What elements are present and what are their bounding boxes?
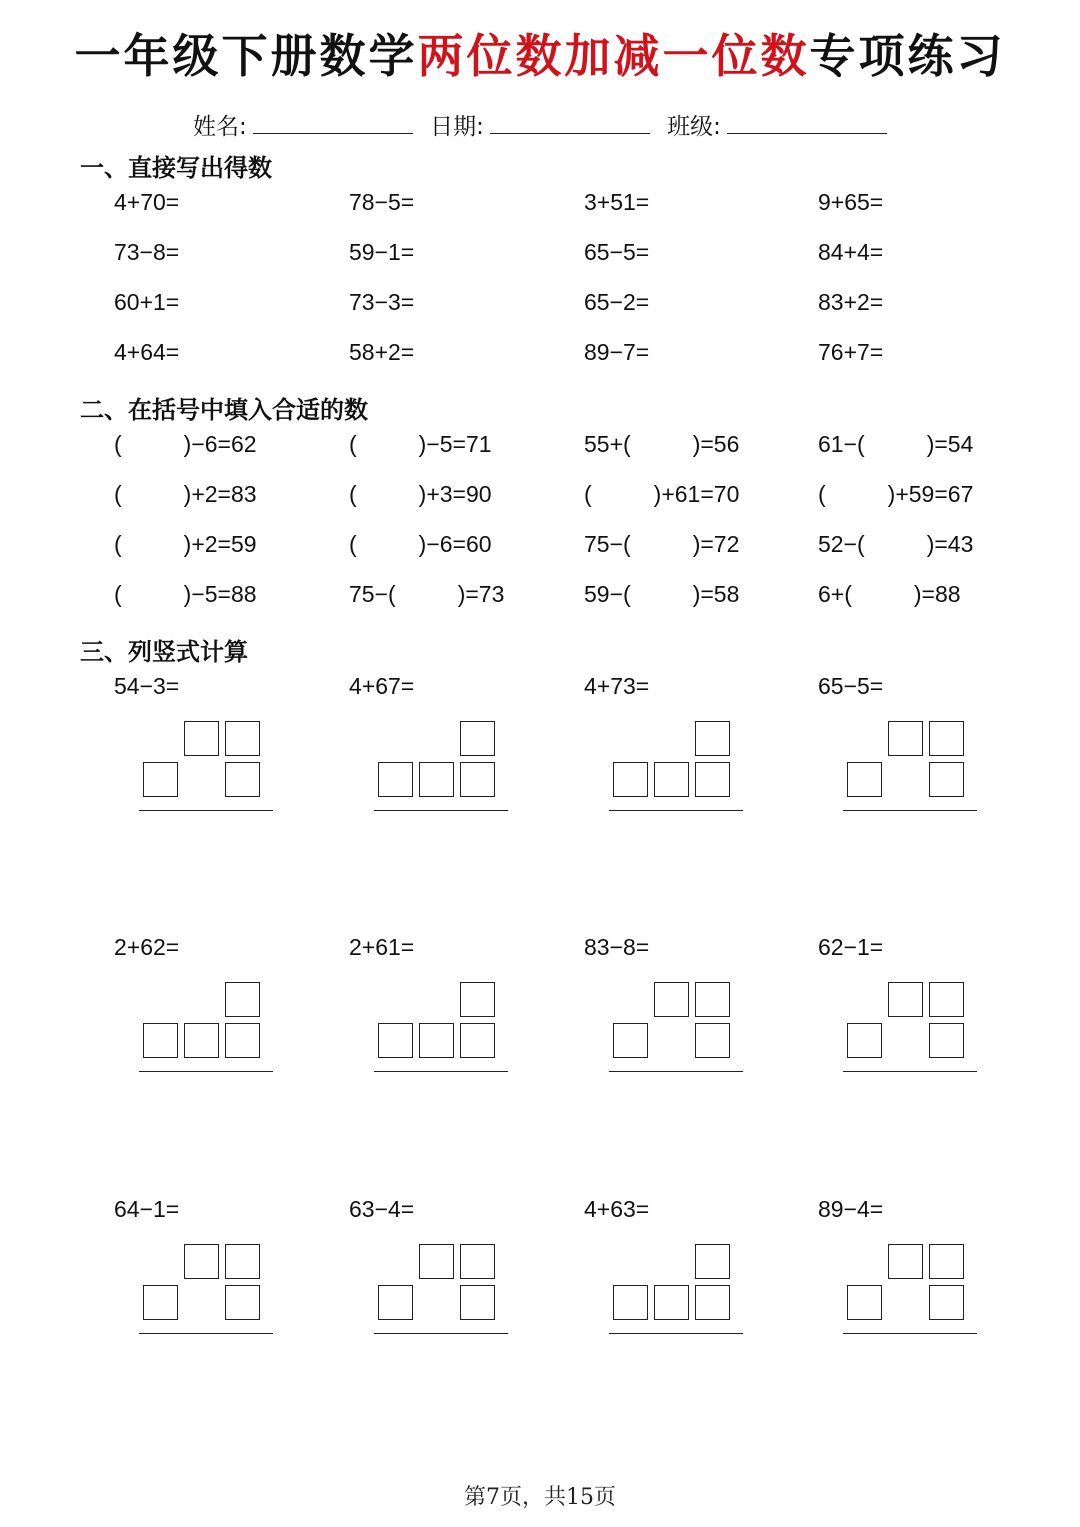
bracket-open: ( bbox=[349, 481, 357, 507]
bracket-answer-space[interactable] bbox=[396, 581, 458, 607]
bracket-close: )+3=90 bbox=[418, 481, 492, 507]
bracket-close: )=72 bbox=[692, 531, 740, 557]
sum-line bbox=[843, 1333, 977, 1334]
sum-line bbox=[374, 1071, 508, 1072]
digit-box[interactable] bbox=[378, 1285, 413, 1320]
digit-box[interactable] bbox=[225, 1244, 260, 1279]
digit-box[interactable] bbox=[847, 1285, 882, 1320]
digit-box[interactable] bbox=[460, 1285, 495, 1320]
bracket-answer-space[interactable] bbox=[122, 431, 184, 457]
equation: 2+61= bbox=[349, 934, 415, 960]
digit-box[interactable] bbox=[847, 762, 882, 797]
digit-box[interactable] bbox=[929, 762, 964, 797]
equation: 89−7= bbox=[584, 339, 650, 365]
sum-line bbox=[139, 1333, 273, 1334]
bracket-open: ( bbox=[114, 531, 122, 557]
bracket-answer-space[interactable] bbox=[357, 431, 419, 457]
sum-line bbox=[609, 810, 743, 811]
equation: 59−1= bbox=[349, 239, 415, 265]
digit-box[interactable] bbox=[695, 982, 730, 1017]
equation: 58+2= bbox=[349, 339, 415, 365]
bracket-open: ( bbox=[584, 481, 592, 507]
bracket-open: ( bbox=[114, 481, 122, 507]
digit-box[interactable] bbox=[419, 1244, 454, 1279]
bracket-close: )=73 bbox=[457, 581, 505, 607]
bracket-close: )−6=60 bbox=[418, 531, 492, 557]
bracket-answer-space[interactable] bbox=[122, 481, 184, 507]
digit-box[interactable] bbox=[613, 762, 648, 797]
equation: 9+65= bbox=[818, 189, 884, 215]
equation: 73−3= bbox=[349, 289, 415, 315]
bracket-open: 61−( bbox=[818, 431, 865, 457]
digit-box[interactable] bbox=[378, 1023, 413, 1058]
equation: 65−5= bbox=[818, 673, 884, 699]
digit-box[interactable] bbox=[225, 1023, 260, 1058]
digit-box[interactable] bbox=[888, 982, 923, 1017]
bracket-open: 6+( bbox=[818, 581, 852, 607]
bracket-open: 59−( bbox=[584, 581, 631, 607]
digit-box[interactable] bbox=[143, 762, 178, 797]
digit-box[interactable] bbox=[888, 721, 923, 756]
date-label: 日期: bbox=[430, 114, 484, 140]
bracket-open: 75−( bbox=[349, 581, 396, 607]
equation: 4+63= bbox=[584, 1196, 650, 1222]
digit-box[interactable] bbox=[929, 982, 964, 1017]
digit-box[interactable] bbox=[460, 762, 495, 797]
equation: 65−5= bbox=[584, 239, 650, 265]
bracket-close: )=88 bbox=[913, 581, 961, 607]
bracket-close: )+2=83 bbox=[183, 481, 257, 507]
bracket-close: )+59=67 bbox=[887, 481, 974, 507]
digit-box[interactable] bbox=[460, 1244, 495, 1279]
bracket-answer-space[interactable] bbox=[631, 431, 693, 457]
bracket-answer-space[interactable] bbox=[852, 581, 914, 607]
equation: 4+67= bbox=[349, 673, 415, 699]
digit-box[interactable] bbox=[613, 1285, 648, 1320]
digit-box[interactable] bbox=[929, 1285, 964, 1320]
equation: 65−2= bbox=[584, 289, 650, 315]
bracket-close: )=54 bbox=[926, 431, 974, 457]
equation: 4+73= bbox=[584, 673, 650, 699]
date-blank[interactable] bbox=[490, 115, 650, 134]
sum-line bbox=[374, 1333, 508, 1334]
equation: 63−4= bbox=[349, 1196, 415, 1222]
sum-line bbox=[374, 810, 508, 811]
bracket-close: )−6=62 bbox=[183, 431, 257, 457]
bracket-open: 55+( bbox=[584, 431, 631, 457]
equation: 64−1= bbox=[114, 1196, 180, 1222]
class-label: 班级: bbox=[667, 114, 721, 140]
sum-line bbox=[609, 1333, 743, 1334]
bracket-answer-space[interactable] bbox=[826, 481, 888, 507]
bracket-open: ( bbox=[349, 531, 357, 557]
equation: 84+4= bbox=[818, 239, 884, 265]
bracket-answer-space[interactable] bbox=[631, 581, 693, 607]
digit-box[interactable] bbox=[378, 762, 413, 797]
digit-box[interactable] bbox=[460, 721, 495, 756]
digit-box[interactable] bbox=[460, 982, 495, 1017]
equation: 4+64= bbox=[114, 339, 180, 365]
title-part-3: 专项练习 bbox=[809, 29, 1006, 83]
bracket-answer-space[interactable] bbox=[865, 431, 927, 457]
title-part-2-highlight: 两位数加减一位数 bbox=[417, 29, 810, 83]
digit-box[interactable] bbox=[888, 1244, 923, 1279]
digit-box[interactable] bbox=[419, 1023, 454, 1058]
page-footer: 第7页，共15页 bbox=[464, 1485, 616, 1510]
digit-box[interactable] bbox=[225, 721, 260, 756]
digit-box[interactable] bbox=[929, 1023, 964, 1058]
equation: 76+7= bbox=[818, 339, 884, 365]
digit-box[interactable] bbox=[695, 762, 730, 797]
digit-box[interactable] bbox=[184, 721, 219, 756]
bracket-open: 75−( bbox=[584, 531, 631, 557]
name-label: 姓名: bbox=[193, 114, 247, 140]
section-1-heading: 一、直接写出得数 bbox=[80, 154, 272, 182]
bracket-close: )+61=70 bbox=[653, 481, 740, 507]
bracket-close: )+2=59 bbox=[183, 531, 257, 557]
bracket-close: )=43 bbox=[926, 531, 974, 557]
digit-box[interactable] bbox=[613, 1023, 648, 1058]
section-3-heading: 三、列竖式计算 bbox=[80, 638, 248, 666]
bracket-answer-space[interactable] bbox=[357, 531, 419, 557]
bracket-answer-space[interactable] bbox=[631, 531, 693, 557]
digit-box[interactable] bbox=[225, 762, 260, 797]
bracket-open: ( bbox=[114, 581, 122, 607]
bracket-answer-space[interactable] bbox=[357, 481, 419, 507]
digit-box[interactable] bbox=[460, 1023, 495, 1058]
bracket-open: 52−( bbox=[818, 531, 865, 557]
bracket-close: )−5=88 bbox=[183, 581, 257, 607]
digit-box[interactable] bbox=[695, 1244, 730, 1279]
equation: 73−8= bbox=[114, 239, 180, 265]
sum-line bbox=[843, 1071, 977, 1072]
digit-box[interactable] bbox=[184, 1244, 219, 1279]
digit-box[interactable] bbox=[143, 1285, 178, 1320]
sum-line bbox=[843, 810, 977, 811]
digit-box[interactable] bbox=[929, 1244, 964, 1279]
worksheet-title bbox=[0, 20, 1080, 86]
digit-box[interactable] bbox=[847, 1023, 882, 1058]
bracket-open: ( bbox=[818, 481, 826, 507]
section-2-heading: 二、在括号中填入合适的数 bbox=[80, 396, 368, 424]
equation: 3+51= bbox=[584, 189, 650, 215]
digit-box[interactable] bbox=[695, 1285, 730, 1320]
digit-box[interactable] bbox=[184, 1023, 219, 1058]
bracket-close: )−5=71 bbox=[418, 431, 492, 457]
title-part-1: 一年级下册数学 bbox=[74, 29, 418, 83]
sum-line bbox=[139, 810, 273, 811]
digit-box[interactable] bbox=[654, 982, 689, 1017]
digit-box[interactable] bbox=[654, 1285, 689, 1320]
digit-box[interactable] bbox=[654, 762, 689, 797]
digit-box[interactable] bbox=[225, 1285, 260, 1320]
bracket-close: )=58 bbox=[692, 581, 740, 607]
equation: 54−3= bbox=[114, 673, 180, 699]
digit-box[interactable] bbox=[695, 1023, 730, 1058]
equation: 2+62= bbox=[114, 934, 180, 960]
bracket-answer-space[interactable] bbox=[122, 581, 184, 607]
digit-box[interactable] bbox=[225, 982, 260, 1017]
digit-box[interactable] bbox=[695, 721, 730, 756]
bracket-answer-space[interactable] bbox=[122, 531, 184, 557]
sum-line bbox=[609, 1071, 743, 1072]
class-blank[interactable] bbox=[727, 115, 887, 134]
bracket-open: ( bbox=[114, 431, 122, 457]
bracket-open: ( bbox=[349, 431, 357, 457]
bracket-answer-space[interactable] bbox=[865, 531, 927, 557]
equation: 83−8= bbox=[584, 934, 650, 960]
equation: 60+1= bbox=[114, 289, 180, 315]
equation: 83+2= bbox=[818, 289, 884, 315]
sum-line bbox=[139, 1071, 273, 1072]
digit-box[interactable] bbox=[929, 721, 964, 756]
digit-box[interactable] bbox=[419, 762, 454, 797]
equation: 62−1= bbox=[818, 934, 884, 960]
digit-box[interactable] bbox=[143, 1023, 178, 1058]
bracket-close: )=56 bbox=[692, 431, 740, 457]
equation: 89−4= bbox=[818, 1196, 884, 1222]
name-blank[interactable] bbox=[253, 115, 413, 134]
bracket-answer-space[interactable] bbox=[592, 481, 654, 507]
equation: 78−5= bbox=[349, 189, 415, 215]
student-info-line bbox=[193, 108, 897, 141]
equation: 4+70= bbox=[114, 189, 180, 215]
